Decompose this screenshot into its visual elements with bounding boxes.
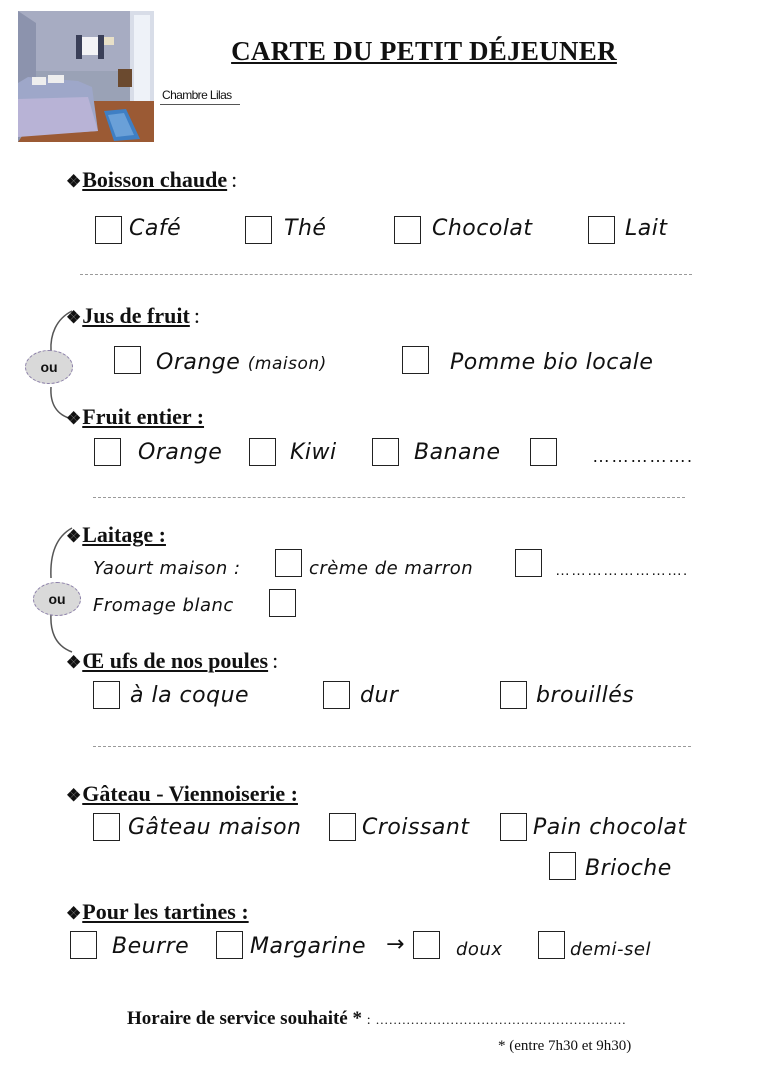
checkbox-cafe[interactable] (95, 216, 122, 244)
checkbox-pomme-bio[interactable] (402, 346, 429, 374)
section-title: Laitage : (82, 522, 166, 547)
option-label: doux (456, 939, 503, 960)
checkbox-brioche[interactable] (549, 852, 576, 880)
checkbox-laitage-autre[interactable] (515, 549, 542, 577)
checkbox-orange-maison[interactable] (114, 346, 141, 374)
checkbox-orange[interactable] (94, 438, 121, 466)
diamond-bullet-icon: ❖ (66, 308, 82, 327)
checkbox-fruit-autre[interactable] (530, 438, 557, 466)
checkbox-fromage-blanc[interactable] (269, 589, 296, 617)
option-label: crème de marron (309, 558, 474, 579)
horaire-label: Horaire de service souhaité * (127, 1008, 362, 1029)
section-tartines (66, 899, 249, 925)
room-label-underline (160, 104, 240, 105)
option-label: Margarine (250, 934, 367, 959)
option-label: Gâteau maison (128, 815, 302, 840)
checkbox-banane[interactable] (372, 438, 399, 466)
checkbox-a-la-coque[interactable] (93, 681, 120, 709)
checkbox-dur[interactable] (323, 681, 350, 709)
checkbox-doux[interactable] (413, 931, 440, 959)
separator (80, 274, 692, 275)
diamond-bullet-icon: ❖ (66, 904, 82, 923)
section-title: Fruit entier : (82, 404, 205, 429)
option-label: à la coque (130, 683, 250, 708)
checkbox-chocolat[interactable] (394, 216, 421, 244)
section-title: Pour les tartines : (82, 899, 249, 924)
section-title: Jus de fruit (82, 303, 190, 328)
horaire-line: Horaire de service souhaité * : ………………………………………………… (127, 1008, 627, 1029)
checkbox-croissant[interactable] (329, 813, 356, 841)
option-label: Beurre (112, 934, 190, 959)
diamond-bullet-icon: ❖ (66, 409, 82, 428)
checkbox-the[interactable] (245, 216, 272, 244)
option-label: dur (360, 683, 399, 708)
section-jus-de-fruit: ❖Jus de fruit : (66, 303, 200, 328)
arrow-right-icon: → (386, 932, 405, 957)
diamond-bullet-icon: ❖ (66, 172, 82, 191)
option-label: Chocolat (432, 216, 533, 241)
ou-badge: ou (33, 582, 81, 616)
section-title: Boisson chaude (82, 167, 228, 192)
room-label: Chambre Lilas (162, 88, 232, 102)
option-label: Pomme bio locale (450, 350, 654, 375)
option-label: Orange (138, 440, 223, 465)
checkbox-kiwi[interactable] (249, 438, 276, 466)
section-fruit-entier (66, 404, 204, 430)
checkbox-lait[interactable] (588, 216, 615, 244)
section-title: Gâteau - Viennoiserie : (82, 781, 298, 806)
section-laitage (66, 522, 166, 548)
section-gateau-viennoiserie (66, 781, 298, 807)
fruit-autre-blank[interactable]: ……………. (592, 446, 694, 466)
separator (93, 746, 691, 747)
checkbox-demi-sel[interactable] (538, 931, 565, 959)
option-label: Thé (284, 216, 327, 241)
laitage-autre-blank[interactable]: ……………………. (555, 562, 689, 579)
bedroom-image (18, 11, 154, 142)
room-photo (18, 11, 154, 142)
option-label: Fromage blanc (93, 595, 234, 616)
diamond-bullet-icon: ❖ (66, 786, 82, 805)
option-label: demi-sel (570, 939, 651, 960)
section-oeufs: ❖Œ ufs de nos poules : (66, 648, 279, 673)
option-label: brouillés (536, 683, 635, 708)
option-label: Banane (414, 440, 501, 465)
checkbox-margarine[interactable] (216, 931, 243, 959)
option-label: Lait (625, 216, 668, 241)
option-label: Orange (maison) (156, 350, 327, 375)
option-label: Brioche (585, 856, 672, 881)
diamond-bullet-icon: ❖ (66, 527, 82, 546)
option-label: Kiwi (290, 440, 337, 465)
checkbox-gateau-maison[interactable] (93, 813, 120, 841)
horaire-note: * (entre 7h30 et 9h30) (498, 1038, 632, 1054)
checkbox-beurre[interactable] (70, 931, 97, 959)
section-title: Œ ufs de nos poules (82, 648, 269, 673)
section-boisson-chaude: ❖Boisson chaude : (66, 167, 238, 192)
option-label: Pain chocolat (533, 815, 687, 840)
option-note: (maison) (247, 354, 327, 374)
page-title: CARTE DU PETIT DÉJEUNER (231, 36, 617, 66)
checkbox-brouilles[interactable] (500, 681, 527, 709)
horaire-input-blank[interactable]: ………………………………………………… (375, 1012, 627, 1027)
separator (93, 497, 685, 498)
ou-badge: ou (25, 350, 73, 384)
checkbox-yaourt-maison[interactable] (275, 549, 302, 577)
option-label: Café (129, 216, 182, 241)
diamond-bullet-icon: ❖ (66, 653, 82, 672)
checkbox-pain-chocolat[interactable] (500, 813, 527, 841)
option-label: Yaourt maison : (93, 558, 241, 579)
option-label: Croissant (362, 815, 470, 840)
